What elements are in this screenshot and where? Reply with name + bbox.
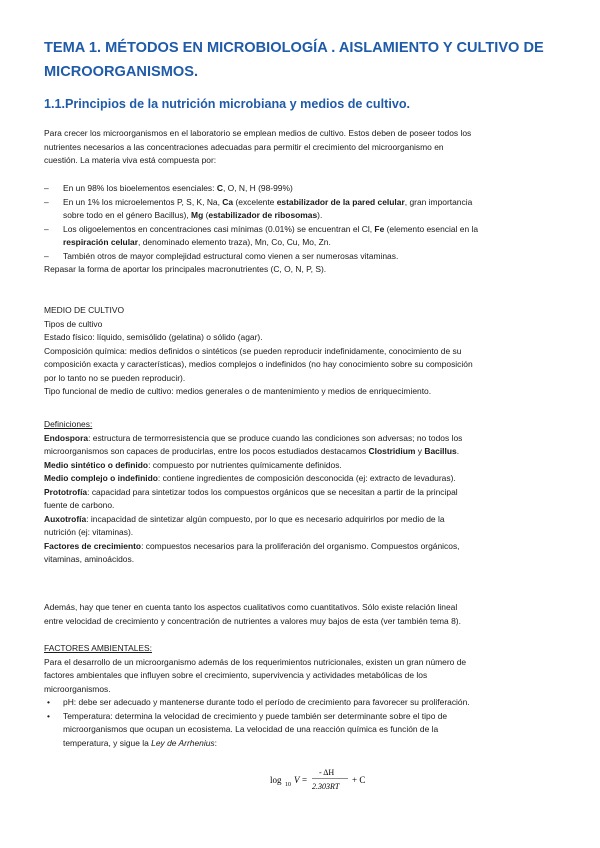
list-marker: – [44,196,49,207]
text-run: ). [317,210,323,220]
definiciones-lines [44,432,560,567]
medio-cultivo-section [44,304,560,399]
definiciones-heading: Definiciones: [44,419,93,429]
text-run: Ca [222,196,234,207]
text-run: temperatura, y sigue la [63,737,152,748]
arrhenius-formula [268,765,388,795]
definicion-line [44,432,560,446]
composition-item [44,223,560,237]
composition-item [44,250,560,264]
list-marker: • [47,697,50,707]
text-run: , gran importancia [404,196,473,207]
list-marker: – [44,250,49,261]
definiciones-section [44,418,560,567]
text-run: Bacillus [424,446,457,456]
text-run: : estructura de termorresistencia que se produce cuando las condiciones son adversas; no todos los [88,432,463,443]
definicion-line [44,513,560,527]
text-run: estabilizador de la pared celular [276,196,405,207]
text-run: respiración celular [63,237,139,247]
text-run: (elemento esencial en la [384,223,479,234]
definicion-line [44,459,560,473]
formula-num: - ΔH [319,768,335,777]
composition-item [44,236,560,250]
text-run: microorganismos son capaces de producirlas, entre los pocos estudiados destacamos [44,446,369,456]
text-run: : contiene ingredientes de composición desconocida (ej: extracto de levaduras). [157,473,456,483]
text-run: . [456,446,460,456]
text-run: pH: debe ser adecuado y mantenerse durante todo el período de crecimiento para favorecer su proliferación. [63,697,470,707]
intro-line: Para crecer los microorganismos en el laboratorio se emplean medios de cultivo. Estos deben de poseer todos los [44,128,472,138]
ademas-line: entre velocidad de crecimiento y concentración de nutrientes a valores muy bajos de esta (ver también tema 8). [44,615,461,626]
text-run: ( [203,210,209,220]
text-run: (excelente [233,196,277,207]
factores-intro-line: microorganismos. [44,683,111,694]
formula-v: V [294,775,300,785]
text-run: Ley de Arrhenius [151,737,215,748]
text-run: vitaminas, aminoácidos. [44,554,135,564]
text-run: En un 98% los bioelementos esenciales: [63,183,217,193]
text-run: Los oligoelementos en concentraciones casi mínimas (0.01%) se encuentran el Cl, [63,223,375,234]
text-run: : compuestos necesarios para la proliferación del organismo. Compuestos orgánicos, [141,540,460,551]
text-run: Clostridium [368,446,416,456]
intro-paragraph [44,127,560,168]
medio-line: Tipo funcional de medio de cultivo: medios generales o de mantenimiento y medios de enriquecimiento. [44,386,432,396]
text-run: Mg [191,210,204,220]
composition-list [44,182,560,263]
composition-item [44,196,560,210]
medio-line: por lo tanto no se pueden reproducir). [44,372,186,383]
definicion-line [44,486,560,500]
text-run: Medio complejo o indefinido [44,473,158,483]
factores-bullets [44,696,560,750]
section-heading: 1.1.Principios de la nutrición microbiana y medios de cultivo. [44,97,411,111]
text-run: Medio sintético o definido [44,459,149,470]
medio-line: Composición química: medios definidos o sintéticos (se pueden reproducir indefinidamente, conocimiento de su [44,345,462,356]
composition-item [44,209,560,223]
factores-bullet-item [44,723,560,737]
definicion-line [44,553,560,567]
composition-item [44,182,560,196]
ademas-line: Además, hay que tener en cuenta tanto los aspectos cualitativos como cuantitativos. Sólo existe relación lineal [44,602,458,612]
formula-svg [268,765,388,795]
formula-eq: = [302,775,308,785]
text-run: : [214,737,218,748]
text-run: Endospora [44,432,89,443]
definicion-line [44,499,560,513]
medio-line: Estado físico: líquido, semisólido (gelatina) o sólido (agar). [44,332,263,342]
text-run: fuente de carbono. [44,500,115,510]
text-run: estabilizador de ribosomas [208,210,318,220]
factores-intro-line: Para el desarrollo de un microorganismo además de los requerimientos nutricionales, existen un gran número de [44,656,467,667]
ademas-paragraph [44,601,560,628]
list-marker: – [44,183,49,193]
text-run: , denominado elemento traza), Mn, Co, Cu, Mo, Zn. [138,237,331,247]
text-run: nutrición (ej: vitaminas). [44,527,134,537]
factores-bullet-item [44,737,560,751]
factores-bullet-item [44,710,560,724]
document-title: TEMA 1. MÉTODOS EN MICROBIOLOGÍA . AISLAMIENTO Y CULTIVO DE MICROORGANISMOS. [44,40,544,80]
repasar-line: Repasar la forma de aportar los principales macronutrientes (C, O, N, P, S). [44,264,327,274]
text-run: sobre todo en el género Bacillus), [63,210,192,220]
intro-line: cuestión. La materia viva está compuesta por: [44,155,217,165]
formula-den: 2.303RT [312,782,340,791]
text-run: microorganismos que ocupan un ecosistema. La velocidad de una reacción química es función de la [63,724,439,734]
text-run: Factores de crecimiento [44,540,142,551]
text-run: C [216,183,223,193]
text-run: , O, N, H (98-99%) [222,183,293,193]
medio-heading: MEDIO DE CULTIVO [44,305,125,315]
definicion-line [44,472,560,486]
text-run: También otros de mayor complejidad estructural como vienen a ser numerosas vitaminas. [63,250,399,261]
text-run: Auxotrofía [44,513,87,524]
formula-log: log [270,775,282,785]
factores-heading: FACTORES AMBIENTALES: [44,643,152,653]
factores-section [44,642,560,750]
list-marker: – [44,223,49,234]
text-run: Temperatura: determina la velocidad de crecimiento y puede también ser determinante sobre el tipo de [63,710,448,721]
factores-intro-line: factores ambientales que influyen sobre el crecimiento, supervivencia y actividades metabólicas de los [44,670,428,680]
definicion-line [44,540,560,554]
intro-line: nutrientes necesarios a las concentraciones adecuadas para permitir el crecimiento del microorganismo en [44,141,444,152]
text-run: Prototrofía [44,486,88,497]
text-run: : incapacidad de sintetizar algún compuesto, por lo que es necesario adquirirlos por medio de la [86,513,445,524]
medio-line: Tipos de cultivo [44,318,103,329]
formula-sub: 10 [285,782,291,788]
text-run: : capacidad para sintetizar todos los compuestos orgánicos que se necesitan a partir de la principal [87,486,458,497]
medio-line: composición exacta y características), medios complejos o indefinidos (no hay conocimiento sobre su composición [44,359,473,369]
text-run: Fe [374,223,385,234]
definicion-line [44,526,560,540]
factores-bullet-item [44,696,560,710]
repasar-note [44,263,560,277]
text-run: En un 1% los microelementos P, S, K, Na, [63,196,223,207]
formula-plus: + C [352,775,366,785]
definicion-line [44,445,560,459]
list-marker: • [47,710,50,721]
text-run: y [415,446,425,456]
text-run: : compuesto por nutrientes químicamente definidos. [148,459,342,470]
